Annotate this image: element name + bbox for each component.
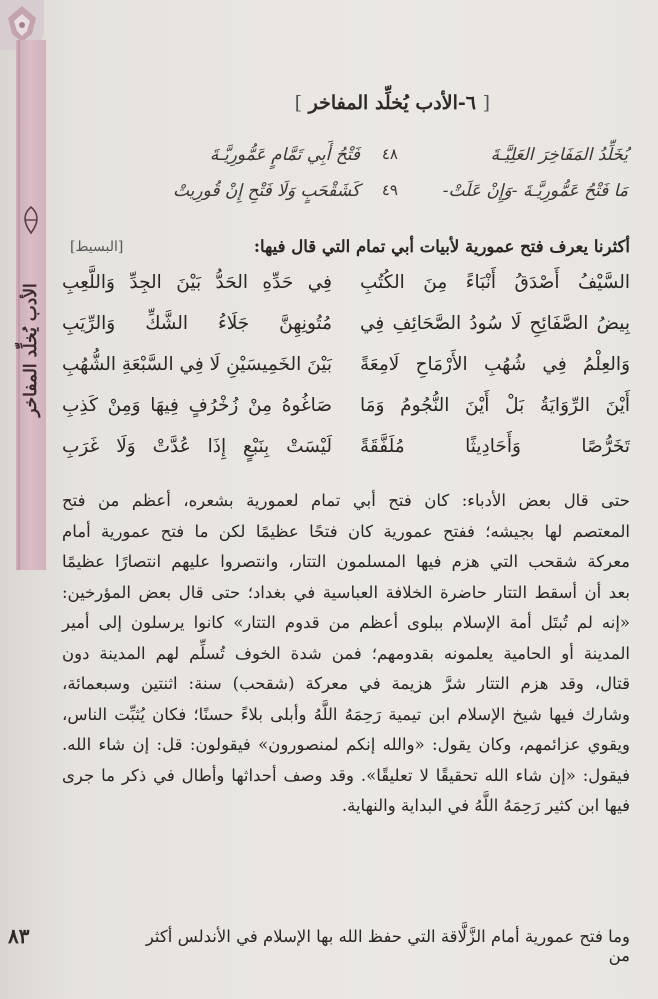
reference-line: يُخَلِّدُ المَفَاخِرَ العَلِيَّـةَ ٤٨ فَتْحُ أَبِي تَمَّامٍ عَمُّورِيَّـةَ [209, 145, 628, 165]
paragraph-line: حتى قال بعض الأدباء: كان فتح أبي تمام لعمورية بشعره، أعظم من فتح [62, 491, 630, 510]
ornament-icon [4, 4, 40, 44]
paragraph-line: بعد أن أسقط التتار حاضرة الخلافة العباسية في بغداد؛ حتى قال بعض المؤرخين: [62, 582, 630, 602]
verse-line [62, 313, 630, 349]
reference-number: ٤٩ [381, 181, 398, 199]
paragraph-line: «إنه لم تُبتَل أمة الإسلام ببلوى أعظم من قدوم التتار» كانوا يرسلون إلى أمير [62, 613, 630, 632]
reference-line: مَا فَتْحُ عَمُّورِيَّـةَ -وَإِنْ عَلَتْ- ٤٩ كَشَقْحَبٍ وَلَا فَتْحِ إِنْ قُورِيتْ [172, 181, 628, 201]
verse-line [62, 436, 630, 472]
running-head: الأدب يُخلِّد المفاخر [21, 283, 41, 417]
verse-first-hemistich: تَخَرُّصًا وَأَحَادِيثًا مُلَفَّقَةً [360, 436, 630, 457]
verse-first-hemistich: بِيضُ الصَّفَائِحِ لَا سُودُ الصَّحَائِفِ فِي [360, 313, 630, 334]
verse-line [62, 354, 630, 390]
verse-first-hemistich: أَيْنَ الرِّوَايَةُ بَلْ أَيْنَ النُّجُومُ وَمَا [360, 395, 630, 416]
paragraph-line: فيها ابن كثير رَحِمَهُ اللَّهُ في البداية والنهاية. [341, 796, 630, 815]
section-title-text: ٦-الأدب يُخلِّد المفاخر [308, 92, 476, 114]
section-title: [ ٦-الأدب يُخلِّد المفاخر ] [294, 92, 490, 114]
paragraph-line: وشارك فيها شيخ الإسلام ابن تيمية رَحِمَهُ اللَّهُ وأبلى بلاءً حسنًا؛ فكان يُثبِّت الناس، [62, 704, 630, 724]
verse-second-hemistich: صَاغُوهُ مِنْ زُخْرُفٍ فِيهَا وَمِنْ كَذِبِ [62, 395, 332, 416]
paragraph-line: معركة شقحب التي هزم فيها المسلمون التتار، وانتصروا عليهم انتصارًا عظيمًا [62, 552, 630, 571]
page-number: ٨٣ [8, 924, 30, 948]
verse-line [62, 272, 630, 308]
continuation-line: وما فتح عمورية أمام الزَّلَّاقة التي حفظ الله بها الإسلام في الأندلس أكثر من [145, 927, 630, 965]
verse-second-hemistich: مُتُونِهِنَّ جَلَاءُ الشَّكِّ وَالرِّيَبِ [62, 313, 332, 334]
intro-line: أكثرنا يعرف فتح عمورية لأبيات أبي تمام التي قال فيها: [253, 237, 630, 256]
verse-first-hemistich: وَالعِلْمُ فِي شُهُبِ الأَرْمَاحِ لَامِعَةً [360, 354, 630, 375]
verse-second-hemistich: فِي حَدِّهِ الحَدُّ بَيْنَ الجِدِّ وَاللَّعِبِ [62, 272, 332, 293]
verse-second-hemistich: لَيْسَتْ بِنَبْعٍ إِذَا عُدَّتْ وَلَا غَرَبِ [62, 436, 332, 457]
verse-line [62, 395, 630, 431]
page-content [62, 0, 630, 999]
chapter-emblem-icon [18, 205, 44, 235]
paragraph-line: ويقوي عزائمهم، وكان يقول: «والله إنكم لمنصورون» فيقولون: قل: إن شاء الله. [62, 735, 630, 754]
reference-number: ٤٨ [381, 145, 398, 163]
paragraph-line: المعتصم لها بجيشه؛ ففتح عمورية كان فتحًا عظيمًا لكن ما فتح عمورية أمام [62, 521, 630, 541]
body-paragraph [62, 486, 630, 822]
paragraph-line: المدينة أو الحامية يعلمونه بقدومهم؛ فمن شدة الخوف تُسلِّم لهم المدينة دون [62, 643, 630, 663]
meter-label: [البسيط] [70, 239, 124, 255]
verse-second-hemistich: بَيْنَ الخَمِيسَيْنِ لَا فِي السَّبْعَةِ الشُّهُبِ [62, 354, 332, 375]
verse-first-hemistich: السَّيْفُ أَصْدَقُ أَنْبَاءً مِنَ الكُتُبِ [360, 272, 630, 293]
paragraph-line: قتال، وقد هزم التتار شرَّ هزيمة في معركة (شقحب) سنة: اثنتين وسبعمائة، [62, 674, 630, 693]
paragraph-line: فيقول: «إن شاء الله تحقيقًا لا تعليقًا». وقد وصف أحداثها وأطال في ذكر ما جرى [62, 765, 630, 785]
